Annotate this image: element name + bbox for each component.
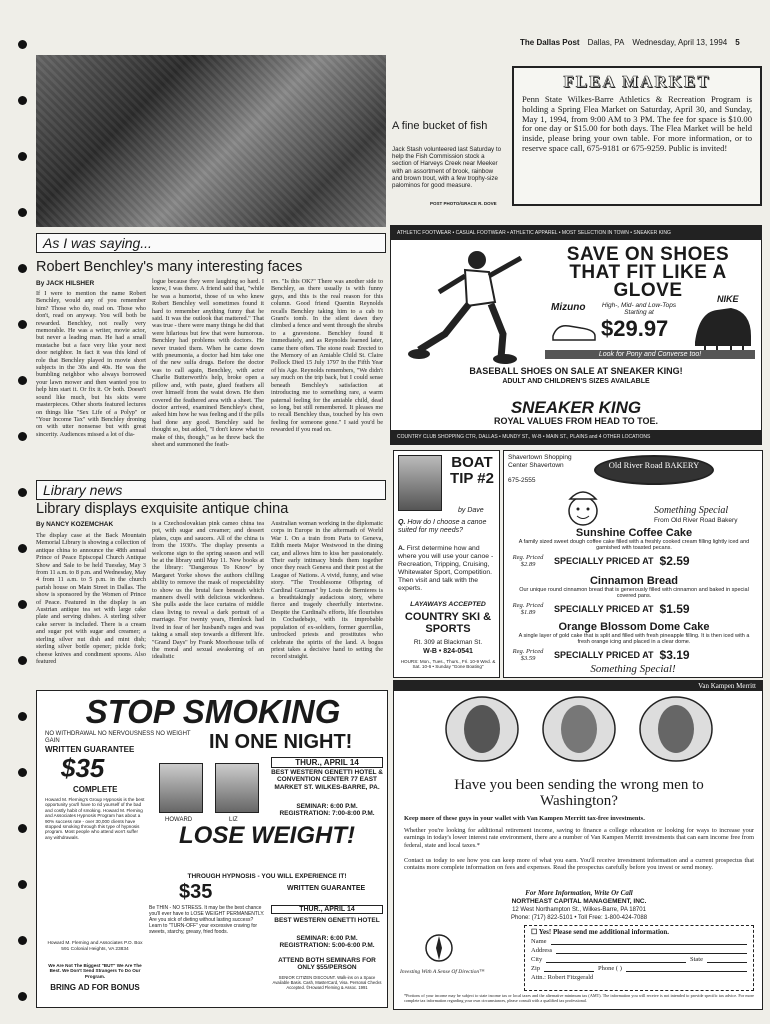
question-text: How do I choose a canoe suited for my needs? — [398, 519, 487, 534]
reg-price: $2.89 — [520, 560, 536, 568]
library-kicker: Library news — [36, 480, 386, 500]
sneaker-line1: BASEBALL SHOES ON SALE AT SNEAKER KING! — [469, 366, 683, 376]
reg-label: Reg. Priced — [512, 601, 544, 609]
binder-hole — [18, 488, 27, 497]
event-date-2: THUR., APRIL 14 — [271, 905, 383, 914]
item-price: $1.59 — [659, 601, 690, 616]
reg-label: Reg. Priced — [512, 553, 544, 561]
column-headline: Robert Benchley's many interesting faces — [36, 259, 303, 275]
event-venue-1: BEST WESTERN GENETTI HOTEL & CONVENTION CENTER 77 EAST MARKET ST. WILKES-BARRE, PA. — [271, 769, 383, 791]
item-price: $3.19 — [659, 647, 690, 662]
sneaker-king-ad — [390, 225, 762, 445]
store-phone: W-B • 824-0541 — [423, 648, 473, 655]
flea-market-ad — [512, 66, 762, 206]
city-field-line[interactable] — [546, 956, 686, 963]
bakery-from: From Old River Road Bakery — [654, 517, 738, 524]
binder-hole — [18, 320, 27, 329]
sneaker-sub: High-, Mid- and Low-Tops Starting at — [601, 302, 677, 316]
sneaker-price: $29.97 — [601, 316, 669, 341]
library-headline: Library displays exquisite antique china — [36, 501, 289, 517]
nike-brand: NIKE — [717, 294, 739, 304]
binder-hole — [18, 544, 27, 553]
washington-portrait — [543, 697, 615, 761]
liz-label: LIZ — [229, 817, 238, 823]
sneaker-king-name: SNEAKER KING — [510, 398, 642, 417]
howard-label: HOWARD — [165, 817, 193, 823]
column-kicker: As I was saying... — [36, 233, 386, 253]
bakery-phone: 675-2555 — [508, 477, 536, 484]
binder-hole — [18, 992, 27, 1001]
paper-name: The Dallas Post — [520, 38, 580, 47]
binder-holes — [18, 0, 28, 1024]
shoe-icon — [551, 318, 597, 342]
written-guarantee: WRITTEN GUARANTEE — [45, 745, 135, 754]
boat-tip-ad — [393, 450, 500, 678]
boat-tip-title: BOAT TIP #2 — [450, 454, 494, 487]
bakery-name: Old River Road BAKERY — [608, 460, 700, 470]
price-35-b: $35 — [179, 881, 213, 903]
hamilton-portrait — [640, 697, 712, 761]
item-price: $2.59 — [659, 553, 690, 568]
trout-photo — [36, 55, 386, 227]
stop-smoking-ad — [36, 690, 388, 1008]
phone-field-label: Phone ( ) — [598, 965, 622, 972]
one-night: IN ONE NIGHT! — [209, 731, 353, 753]
phone-field-line[interactable] — [626, 965, 747, 972]
sneaker-king-headline: SAVE ON SHOES THAT FIT LIKE A GLOVE — [566, 244, 730, 301]
item-desc: Our unique round cinnamon bread that is generously filled with cinnamon and baked in special covered pans. — [519, 587, 749, 600]
item-special: SPECIALLY PRICED AT — [554, 555, 654, 566]
binder-hole — [18, 432, 27, 441]
library-text-a: The display case at the Back Mountain Memorial Library is showing a collection of antique china to announce the 48th annual Prince of Peace Episcopal Church Antique Show and Sale to be held Tuesday, May 3 from 11 a.m. to 8 p.m. and Wednesday, May 4 from 11 a.m. to 5 p.m. in the church parish house on Main Street in Dallas. The show is sponsored by the Women of Prince of Peace. Featured in the display is an Austrian antique tea set with large cake plate and serving dishes. A sterling silver cake server is included. There is a cream and sugar pot with sugar and creamer; a sterling silver nut dish and mint dish; sterling silver bottle opener; pickle fork; cheese knives and condiment spoons. Also featured — [36, 532, 146, 665]
item-desc: A single layer of gold cake that is split and filled with fresh pineapple filling. It is then iced with a fresh orange icing and placed in a clear dome. — [518, 633, 750, 646]
compass-icon — [424, 933, 454, 963]
column-text-c: ers. "Is this OK?" There was another side to Benchley, as there usually is with funny guys, and this is the real reason for this column. Good friend Quentin Reynolds recalls Benchley taking him to a cab to Grant's tomb. In the silent dawn they climbed a fence and went through the shrubs to a gravestone. Benchley found it immediately, and as Reynolds learned later, came there often. The stone read: Erected to the Memory of an Amiable Child St. Claire Pollock Died 15 July 1797 In the Fifth Year of his Age. Reynolds remembers, "We didn't say much on the trip back, but I could sense beneath Benchley's satisfaction at introducing me to something rare, a warm paternal feeling for the amiable child, dead so long, but still remembered. It pleases me to recall Benchley thus, touched by his own feeling for someone gone." I said you'd be rewarded if you read on. — [271, 278, 383, 434]
howard-photo — [159, 763, 203, 813]
name-field-label: Name — [531, 938, 547, 945]
sneaker-line2: ADULT AND CHILDREN'S SIZES AVAILABLE — [502, 378, 650, 385]
bakery-item — [508, 621, 760, 662]
presidents-illustration — [434, 695, 724, 763]
bakery-location: Shavertown Shopping Center Shavertown — [508, 454, 572, 469]
paper-date: Wednesday, April 13, 1994 — [632, 38, 728, 47]
bring-ad: BRING AD FOR BONUS — [50, 983, 140, 992]
flea-market-body: Penn State Wilkes-Barre Athletics & Recreation Program is holding a Spring Flea Market on Saturday, April 30, and Sunday, May 1, 1994, from 9:00 AM to 3 PM. The fee for space is $10.00 for one day or $15.00 for both days. The Flea Market will be held inside, please bring your own table. For more information, or to reserve space call, 675-9181 or 675-9259. Public is invited! — [522, 94, 752, 153]
binder-hole — [18, 152, 27, 161]
item-name: Sunshine Coffee Cake — [575, 527, 693, 539]
bakery-item — [508, 527, 760, 568]
sneaker-tagline: ROYAL VALUES FROM HEAD TO TOE. — [493, 416, 659, 426]
library-text-b: is a Czechoslovakian pink cameo china tea pot, with sugar and creamer; and dessert plates, cups and saucers. All of the china is from the 1930's. The display presents a welcome sign to the spring season and will be at the library until May 11. New books at the library: "Dangerous To Know" by Margaret Yorke shows the authors chilling ability to remove the mask of respectability to show us the brutal face beneath which manners dwell with delicious wickedness. She pulls aside the lace curtains of middle class living to reveal a dark portrait of a marriage. For twenty years, Hemlock had lived in fear of her husband's rages and was taking a small step towards a different life. "Grand Days" by Frank Moorhouse tells of the moral and sexual awakening of an idealistic — [152, 520, 264, 661]
baseball-player-illustration — [405, 246, 535, 364]
binder-hole — [18, 712, 27, 721]
page-number: 5 — [735, 38, 740, 47]
state-field-line[interactable] — [707, 956, 747, 963]
binder-hole — [18, 264, 27, 273]
vk-brand: Van Kampen Merritt — [394, 681, 762, 691]
a-label: A. — [398, 545, 405, 552]
flea-market-title: FLEA MARKET — [563, 72, 711, 91]
item-name: Orange Blossom Dome Cake — [558, 621, 710, 633]
reg-label: Reg. Priced — [512, 647, 544, 655]
binder-hole — [18, 768, 27, 777]
binder-hole — [18, 96, 27, 105]
van-kampen-ad — [393, 680, 763, 1010]
answer-text: First determine how and where you will use your canoe - Recreation, Tripping, Cruising, Whitewater Sport, Competition. Then visit and talk with the experts. — [398, 545, 494, 592]
binder-hole — [18, 376, 27, 385]
attend-both: ATTEND BOTH SEMINARS FOR ONLY $55/PERSON — [278, 957, 376, 972]
item-name: Cinnamon Bread — [589, 575, 678, 587]
bakery-item — [508, 575, 760, 616]
smoke-slogan: We Are Not The Biggest "BUT" We Are The Best. We Don't Send Strangers To Do Our Program. — [48, 963, 142, 979]
column-text-b: logue because they were laughing so hard. I know, I was there. A friend said that, "while he was a humorist, those of us who knew Robert Benchley well sometimes found it hard to remember anything funny that he said. It was the outlook that mattered." That was true - there were many things he did that were hilarious but few that were humorous. Benchley had problems with doctors. He never trusted them. When he came down with pneumonia, a doctor had him take one of the new sulfa drugs. Before the doctor was to call again, Benchley, with actor Charlie Butterworth's help, broke open a pillow and, with paste, glued feathers all over himself from the waist down. He then covered the feathered area with a sheet. The doctor arrived, examined Benchley's chest, asked him how he was feeling and if the pills had done any good. Benchley said he thought so, but added, "I don't know what to make of this, though," as he threw back the sheet and summoned the feath- — [152, 278, 264, 448]
bakery-logo — [594, 455, 714, 485]
lose-mid-text: Be THIN - NO STRESS. It may be the best chance you'll ever have to LOSE WEIGHT PERMANENTLY. Are you sick of dieting without lasting success? Learn to "TURN-OFF" your excessive craving for sweets, starchy, greasy, fried foods. — [149, 905, 265, 935]
zip-field-line[interactable] — [544, 965, 594, 972]
mizuno-brand: Mizuno — [551, 302, 586, 313]
lincoln-portrait — [446, 697, 518, 761]
vk-tagline: Investing With A Sense Of Direction™ — [400, 969, 485, 975]
bakery-ad — [503, 450, 763, 678]
smoke-address: Howard M. Fleming and Associates P.O. Box 591 Colonial Heights, VA 23834 — [47, 941, 143, 952]
vk-phone: Phone: (717) 822-5101 • Toll Free: 1-800-424-7088 — [510, 915, 648, 921]
photo-caption: Jack Stash volunteered last Saturday to help the Fish Commission stock a section of Harveys Creek near Meeker with an assortment of brook, rainbow and brown trout, with a few trophy-size palominos for good measure. — [392, 146, 502, 190]
binder-hole — [18, 880, 27, 889]
column-text-a: If I were to mention the name Robert Benchley, would any of you remember him? Those who do, read on. Those who don't, read on anyway. You will both be rewarded. Benchley, not really very memorable. He was a writer, movie actor, but never a leading man. He had a small mustache but a face very like your next door neighbor. In fact it was this kind of role that Benchley played in movie short subjects in the 30s and 40s. He was the bumbling neighbor who always borrowed your lawn mower and then wanted you to help him start it. Or fix it. Or both. Doesn't sound like much, but his skits were masterpieces. Other shorts featured lectures on things like "Sex Life of a Polyp" or "Your Income Tax" with Benchley droning on with utter nonsense but with great sincerity. Audiences missed a lot of dia- — [36, 290, 146, 438]
masthead — [520, 38, 760, 47]
price-35: $35 — [61, 753, 105, 783]
name-field-line[interactable] — [551, 938, 747, 945]
seminar-2: SEMINAR: 6:00 P.M. REGISTRATION: 5:00-6:00 P.M. — [279, 935, 375, 950]
item-reg — [508, 554, 548, 568]
vk-coupon[interactable] — [524, 925, 754, 991]
photo-credit: POST PHOTO/GRACE R. DOVE — [430, 201, 497, 206]
vk-firm: NORTHEAST CAPITAL MANAGEMENT, INC. — [511, 898, 647, 905]
reg-price: $3.59 — [520, 654, 536, 662]
vk-lead: Keep more of these guys in your wallet with Van Kampen Merritt tax-free investments. — [404, 815, 645, 822]
address-field-label: Address — [531, 947, 553, 954]
written-guarantee-2: WRITTEN GUARANTEE — [287, 885, 366, 892]
bakery-footer: Something Special! — [590, 663, 676, 675]
vk-headline: Have you been sending the wrong men to Washington? — [454, 777, 704, 809]
item-desc: A family sized sweet dough coffee cake filled with a freshly cooked cream filling lightly iced and garnished with toasted pecans. — [518, 539, 750, 552]
vk-more-info: For More Information, Write Or Call — [525, 889, 633, 897]
complete-label: COMPLETE — [73, 785, 118, 794]
stop-smoking-headline: STOP SMOKING — [85, 693, 341, 730]
bakery-tagline: Something Special — [654, 505, 729, 516]
sneaker-promo: Look for Pony and Converse too! — [545, 350, 755, 359]
item-special: SPECIALLY PRICED AT — [554, 603, 654, 614]
city-field-label: City — [531, 956, 543, 963]
vk-body1: Whether you're looking for additional retirement income, saving to finance a college education or looking for ways to increase your earnings in today's lower interest rate environment, there are a number of Van Kampen Merritt investments that can earn income free from federal, state and local taxes.* — [404, 827, 754, 849]
item-reg — [508, 602, 548, 616]
vk-address: 12 West Northampton St., Wilkes-Barre, PA 18701 — [512, 907, 646, 913]
store-address: Rt. 309 at Blackman St. — [413, 639, 483, 646]
binder-hole — [18, 656, 27, 665]
seminar-1: SEMINAR: 6:00 P.M. REGISTRATION: 7:00-8:00 P.M. — [279, 803, 375, 818]
smoke-fine-print: SENIOR CITIZEN DISCOUNT. Walk-ins on a Space Available Basis. Cash, MasterCard, Visa. Personal Checks Accepted. ©Howard Fleming & Assoc. 1991 — [272, 975, 382, 990]
binder-hole — [18, 40, 27, 49]
dave-portrait — [398, 455, 442, 511]
reg-price: $1.89 — [520, 608, 536, 616]
boat-question — [398, 519, 498, 535]
column-byline: By JACK HILSHER — [36, 280, 95, 287]
boat-tip-by: by Dave — [458, 507, 484, 514]
liz-photo — [215, 763, 259, 813]
zip-field-label: Zip — [531, 965, 541, 972]
state-field-label: State — [690, 956, 703, 963]
lose-weight-headline: LOSE WEIGHT! — [179, 822, 355, 849]
store-hours: HOURS: Mon., Tues., Thurs., Fri. 10-9 Wed. & Sat. 10-6 • Sunday "Gone Boating" — [400, 659, 496, 670]
binder-hole — [18, 824, 27, 833]
address-field-line[interactable] — [556, 947, 747, 954]
photo-headline: A fine bucket of fish — [392, 120, 488, 132]
boat-answer — [398, 545, 498, 593]
vk-body2: Contact us today to see how you can keep more of what you earn. You'll receive investment information and a current prospectus that contains more complete information on fees and expenses. Read the prospectus carefully before you invest or send money. — [404, 857, 754, 872]
item-reg — [508, 648, 548, 662]
binder-hole — [18, 936, 27, 945]
binder-hole — [18, 600, 27, 609]
sneaker-king-top-bar: ATHLETIC FOOTWEAR • CASUAL FOOTWEAR • ATHLETIC APPAREL • MOST SELECTION IN TOWN • SNEAKER KING — [391, 226, 761, 240]
country-ski-logo: COUNTRY SKI & SPORTS — [404, 611, 492, 635]
coupon-head[interactable]: ☐ Yes! Please send me additional information. — [531, 928, 670, 936]
sneaker-locations: COUNTRY CLUB SHOPPING CTR, DALLAS • MUNDY ST., W-B • MAIN ST., PLAINS and 4 OTHER LOCATIONS — [391, 430, 761, 444]
library-byline: By NANCY KOZEMCHAK — [36, 521, 114, 528]
item-special: SPECIALLY PRICED AT — [554, 649, 654, 660]
hypnosis-line: THROUGH HYPNOSIS - YOU WILL EXPERIENCE IT! — [187, 873, 347, 880]
no-withdrawal: NO WITHDRAWAL NO NERVOUSNESS NO WEIGHT GAIN — [45, 731, 191, 744]
cleat-icon — [691, 302, 755, 352]
smoke-left-text: Howard M. Fleming's Group Hypnosis is the best opportunity you'll have to rid yourself of the bad and costly habit of smoking. Howard M. Fleming and Associates Hypnosis Program has about a 90% success rate - over 30,000 clients have stopped smoking through this type of hypnosis program. Most people who attend won't suffer any withdrawals. — [45, 797, 145, 840]
library-text-c: Australian woman working in the diplomatic corps in Europe in the aftermath of World War I. On a train from Paris to Geneva, Edith meets Major Westwood in the dining car, and allows him to kiss her passionately. Their early intimacy binds them together once they reach Geneva and their post at the League of Nations. A vivid, funny, and wise story. "The Troublesome Offspring of Cardinal Guzman" by Louis de Bernieres is a breathtakingly audacious story, where fierce and tragedy cheerfully intertwine. Despite the Cardinal's efforts, life flourishes in Cochadebajo, with its improbable population of ex-soldiers, former guerrillas, unfrocked priests and prostitutes who celebrate the spirits of the land. A bogus priest takes a decisive hand to setting the record straight. — [271, 520, 383, 661]
paper-place: Dallas, PA — [587, 38, 625, 47]
layaway-text: LAYAWAYS ACCEPTED — [410, 601, 486, 608]
vk-fine-print: *Portions of your income may be subject to state income tax or local taxes and the alternative minimum tax (AMT). The information you will receive is not intended to provide specific tax advice. For more complete tax information regarding your own circumstances, please consult with a qualified tax professional. — [404, 993, 754, 1003]
event-date-1: THUR., APRIL 14 — [271, 757, 383, 768]
coupon-attn: Attn.: Robert Fitzgerald — [531, 974, 594, 981]
binder-hole — [18, 208, 27, 217]
event-venue-2: BEST WESTERN GENETTI HOTEL — [274, 917, 380, 924]
q-label: Q. — [398, 519, 406, 526]
